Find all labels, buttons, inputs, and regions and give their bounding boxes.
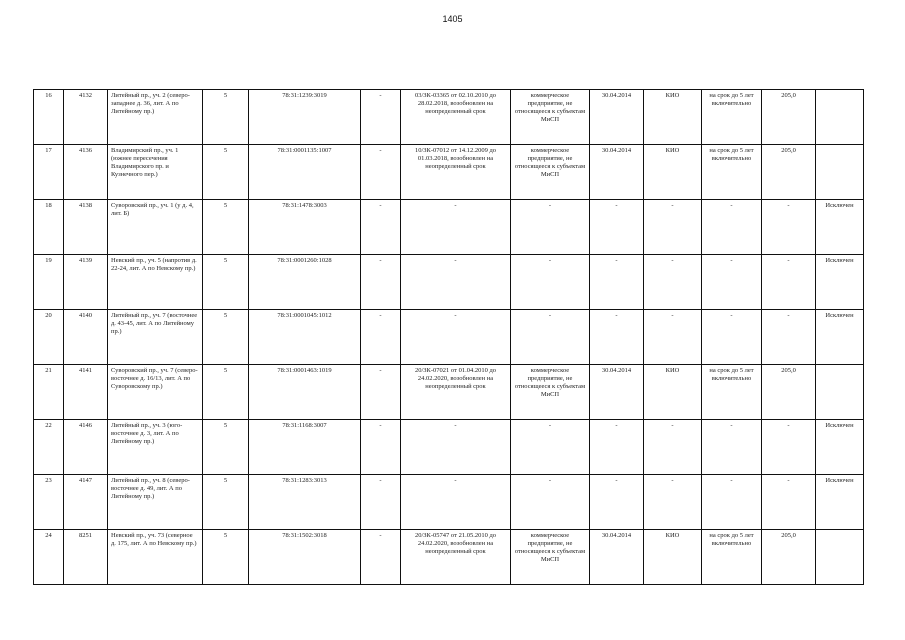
note-cell: Исключен <box>816 200 864 255</box>
note-cell: Исключен <box>816 310 864 365</box>
term-cell: на срок до 5 лет включительно <box>702 145 762 200</box>
registry-table <box>33 89 864 585</box>
table-row <box>34 530 864 585</box>
row-number: 16 <box>34 90 64 145</box>
contract-cell: 03/ЗК-03365 от 02.10.2010 до 28.02.2018, возобновлен на неопределенный срок <box>401 90 511 145</box>
dash-cell: - <box>361 200 401 255</box>
note-cell: Исключен <box>816 475 864 530</box>
contract-cell: 10/ЗК-07012 от 14.12.2009 до 01.03.2018, возобновлен на неопределенный срок <box>401 145 511 200</box>
date-cell: 30.04.2014 <box>590 530 644 585</box>
note-cell <box>816 90 864 145</box>
contract-cell: - <box>401 420 511 475</box>
object-id: 4147 <box>64 475 108 530</box>
address-cell: Литейный пр., уч. 3 (юго-восточнее д. 3, лит. А по Литейному пр.) <box>108 420 203 475</box>
tenant-type-cell: - <box>511 475 590 530</box>
contract-cell: - <box>401 310 511 365</box>
object-id: 4136 <box>64 145 108 200</box>
date-cell: - <box>590 255 644 310</box>
zone-cell: 5 <box>203 420 249 475</box>
authority-cell: КИО <box>644 530 702 585</box>
cadastral-number: 78:31:0001463:1019 <box>249 365 361 420</box>
cadastral-number: 78:31:1239:3019 <box>249 90 361 145</box>
address-cell: Литейный пр., уч. 7 (восточнее д. 43-45, лит. А по Литейному пр.) <box>108 310 203 365</box>
table-row <box>34 365 864 420</box>
date-cell: 30.04.2014 <box>590 145 644 200</box>
object-id: 4146 <box>64 420 108 475</box>
rate-cell: - <box>762 475 816 530</box>
row-number: 20 <box>34 310 64 365</box>
table-row <box>34 420 864 475</box>
date-cell: 30.04.2014 <box>590 365 644 420</box>
zone-cell: 5 <box>203 530 249 585</box>
note-cell <box>816 530 864 585</box>
note-cell: Исключен <box>816 255 864 310</box>
dash-cell: - <box>361 90 401 145</box>
dash-cell: - <box>361 475 401 530</box>
cadastral-number: 78:31:1168:3007 <box>249 420 361 475</box>
dash-cell: - <box>361 145 401 200</box>
row-number: 19 <box>34 255 64 310</box>
contract-cell: - <box>401 255 511 310</box>
contract-cell: - <box>401 475 511 530</box>
authority-cell: КИО <box>644 90 702 145</box>
date-cell: 30.04.2014 <box>590 90 644 145</box>
rate-cell: - <box>762 310 816 365</box>
object-id: 4132 <box>64 90 108 145</box>
tenant-type-cell: - <box>511 200 590 255</box>
contract-cell: 20/ЗК-05747 от 21.05.2010 до 24.02.2020, возобновлен на неопределенный срок <box>401 530 511 585</box>
table-row <box>34 145 864 200</box>
row-number: 22 <box>34 420 64 475</box>
term-cell: на срок до 5 лет включительно <box>702 530 762 585</box>
row-number: 17 <box>34 145 64 200</box>
zone-cell: 5 <box>203 200 249 255</box>
rate-cell: 205,0 <box>762 365 816 420</box>
rate-cell: 205,0 <box>762 90 816 145</box>
term-cell: на срок до 5 лет включительно <box>702 90 762 145</box>
date-cell: - <box>590 310 644 365</box>
cadastral-number: 78:31:1283:3013 <box>249 475 361 530</box>
dash-cell: - <box>361 365 401 420</box>
tenant-type-cell: - <box>511 310 590 365</box>
cadastral-number: 78:31:1478:3003 <box>249 200 361 255</box>
rate-cell: - <box>762 255 816 310</box>
object-id: 4138 <box>64 200 108 255</box>
authority-cell: - <box>644 200 702 255</box>
table-body <box>34 90 864 585</box>
page-number: 1405 <box>442 14 463 24</box>
rate-cell: - <box>762 420 816 475</box>
cadastral-number: 78:31:0001260:1028 <box>249 255 361 310</box>
object-id: 4139 <box>64 255 108 310</box>
table-row <box>34 200 864 255</box>
rate-cell: 205,0 <box>762 145 816 200</box>
tenant-type-cell: коммерческое предприятие, не относящееся к субъектам МиСП <box>511 145 590 200</box>
dash-cell: - <box>361 530 401 585</box>
authority-cell: - <box>644 255 702 310</box>
term-cell: - <box>702 310 762 365</box>
address-cell: Суворовский пр., уч. 7 (северо-восточнее д. 16/13, лит. А по Суворовскому пр.) <box>108 365 203 420</box>
date-cell: - <box>590 420 644 475</box>
note-cell: Исключен <box>816 420 864 475</box>
address-cell: Невский пр., уч. 73 (северное д. 175, лит. А по Невскому пр.) <box>108 530 203 585</box>
date-cell: - <box>590 475 644 530</box>
authority-cell: - <box>644 310 702 365</box>
rate-cell: - <box>762 200 816 255</box>
table-row <box>34 475 864 530</box>
address-cell: Суворовский пр., уч. 1 (у д. 4, лит. Б) <box>108 200 203 255</box>
authority-cell: КИО <box>644 365 702 420</box>
row-number: 21 <box>34 365 64 420</box>
object-id: 4141 <box>64 365 108 420</box>
tenant-type-cell: коммерческое предприятие, не относящееся к субъектам МиСП <box>511 530 590 585</box>
cadastral-number: 78:31:1502:3018 <box>249 530 361 585</box>
authority-cell: - <box>644 475 702 530</box>
address-cell: Невский пр., уч. 5 (напротив д. 22-24, лит. А по Невскому пр.) <box>108 255 203 310</box>
table-row <box>34 90 864 145</box>
dash-cell: - <box>361 255 401 310</box>
contract-cell: - <box>401 200 511 255</box>
tenant-type-cell: - <box>511 255 590 310</box>
dash-cell: - <box>361 420 401 475</box>
dash-cell: - <box>361 310 401 365</box>
row-number: 23 <box>34 475 64 530</box>
address-cell: Литейный пр., уч. 8 (северо-восточнее д. 49, лит. А по Литейному пр.) <box>108 475 203 530</box>
row-number: 24 <box>34 530 64 585</box>
cadastral-number: 78:31:0001045:1012 <box>249 310 361 365</box>
note-cell <box>816 365 864 420</box>
note-cell <box>816 145 864 200</box>
authority-cell: - <box>644 420 702 475</box>
address-cell: Литейный пр., уч. 2 (северо-западнее д. 36, лит. А по Литейному пр.) <box>108 90 203 145</box>
term-cell: - <box>702 420 762 475</box>
zone-cell: 5 <box>203 310 249 365</box>
object-id: 8251 <box>64 530 108 585</box>
authority-cell: КИО <box>644 145 702 200</box>
contract-cell: 20/ЗК-07021 от 01.04.2010 до 24.02.2020, возобновлен на неопределенный срок <box>401 365 511 420</box>
rate-cell: 205,0 <box>762 530 816 585</box>
address-cell: Владимирский пр., уч. 1 (южнее пересечения Владимирского пр. и Кузнечного пер.) <box>108 145 203 200</box>
tenant-type-cell: - <box>511 420 590 475</box>
table-row <box>34 310 864 365</box>
tenant-type-cell: коммерческое предприятие, не относящееся к субъектам МиСП <box>511 90 590 145</box>
term-cell: - <box>702 255 762 310</box>
cadastral-number: 78:31:0001135:1007 <box>249 145 361 200</box>
zone-cell: 5 <box>203 365 249 420</box>
tenant-type-cell: коммерческое предприятие, не относящееся к субъектам МиСП <box>511 365 590 420</box>
table-row <box>34 255 864 310</box>
zone-cell: 5 <box>203 475 249 530</box>
term-cell: - <box>702 200 762 255</box>
zone-cell: 5 <box>203 145 249 200</box>
row-number: 18 <box>34 200 64 255</box>
date-cell: - <box>590 200 644 255</box>
term-cell: - <box>702 475 762 530</box>
zone-cell: 5 <box>203 90 249 145</box>
object-id: 4140 <box>64 310 108 365</box>
term-cell: на срок до 5 лет включительно <box>702 365 762 420</box>
zone-cell: 5 <box>203 255 249 310</box>
